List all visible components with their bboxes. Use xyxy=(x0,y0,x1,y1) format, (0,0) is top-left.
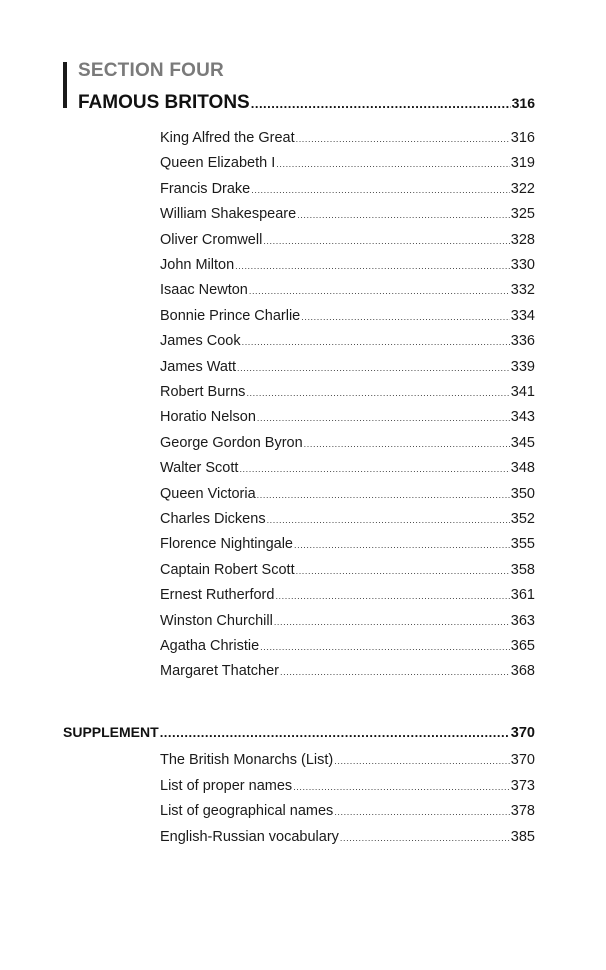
entry-title: Horatio Nelson xyxy=(160,409,256,426)
entry-title: James Cook xyxy=(160,333,241,350)
heading-title: FAMOUS BRITONS xyxy=(78,92,250,113)
toc-entry[interactable] xyxy=(160,803,535,819)
toc-entry[interactable] xyxy=(160,232,535,248)
entry-title: Florence Nightingale xyxy=(160,536,293,553)
section-label: SECTION FOUR xyxy=(78,60,224,81)
leader-dots xyxy=(257,490,510,500)
toc-entry[interactable] xyxy=(160,155,535,171)
entry-title: William Shakespeare xyxy=(160,206,297,223)
entry-title: Winston Churchill xyxy=(160,612,273,629)
entry-title: Francis Drake xyxy=(160,180,251,197)
entry-page: 339 xyxy=(510,358,535,375)
toc-entry[interactable] xyxy=(160,333,535,349)
toc-entry[interactable] xyxy=(160,613,535,629)
leader-dots xyxy=(235,261,510,271)
toc-entry[interactable] xyxy=(160,638,535,654)
toc-heading-famous-britons[interactable] xyxy=(78,92,535,114)
entry-page: 348 xyxy=(510,460,535,477)
toc-entry[interactable] xyxy=(160,587,535,603)
heading-page: 316 xyxy=(511,95,535,111)
entry-title: Oliver Cromwell xyxy=(160,231,263,248)
section-marker-bar xyxy=(63,62,67,108)
leader-dots xyxy=(276,159,510,169)
entry-page: 341 xyxy=(510,384,535,400)
entry-title: Charles Dickens xyxy=(160,511,266,527)
toc-entry[interactable] xyxy=(160,511,535,527)
entry-page: 378 xyxy=(510,803,535,819)
entry-title: English-Russian vocabulary xyxy=(160,828,339,845)
toc-entry[interactable] xyxy=(160,359,535,375)
leader-dots xyxy=(251,96,511,111)
toc-entry[interactable] xyxy=(160,778,535,794)
toc-entry[interactable] xyxy=(160,308,535,324)
toc-entry[interactable] xyxy=(160,384,535,400)
leader-dots xyxy=(274,617,510,627)
entry-title: Ernest Rutherford xyxy=(160,587,275,604)
entry-page: 336 xyxy=(510,333,535,350)
leader-dots xyxy=(263,236,509,246)
entry-page: 325 xyxy=(510,206,535,223)
leader-dots xyxy=(334,807,509,817)
leader-dots xyxy=(275,591,509,601)
leader-dots xyxy=(293,782,510,792)
toc-entry[interactable] xyxy=(160,435,535,451)
leader-dots xyxy=(249,286,510,296)
toc-entry[interactable] xyxy=(160,486,535,502)
entry-title: John Milton xyxy=(160,257,235,273)
toc-entry[interactable] xyxy=(160,130,535,146)
entry-page: 322 xyxy=(510,180,535,197)
leader-dots xyxy=(260,642,510,652)
entry-page: 332 xyxy=(510,282,535,299)
heading-title: SUPPLEMENT xyxy=(63,724,159,740)
leader-dots xyxy=(294,540,510,550)
toc-entry[interactable] xyxy=(160,752,535,768)
entry-title: Margaret Thatcher xyxy=(160,663,280,680)
leader-dots xyxy=(334,756,510,766)
entry-page: 373 xyxy=(510,777,535,794)
leader-dots xyxy=(242,337,510,347)
toc-entry[interactable] xyxy=(160,460,535,476)
entry-title: Isaac Newton xyxy=(160,282,248,299)
entry-page: 365 xyxy=(510,638,535,654)
entry-title: George Gordon Byron xyxy=(160,434,303,451)
toc-entry[interactable] xyxy=(160,562,535,578)
entry-title: List of proper names xyxy=(160,777,293,794)
entry-title: James Watt xyxy=(160,358,237,375)
entry-title: Robert Burns xyxy=(160,384,246,400)
entry-page: 368 xyxy=(510,663,535,680)
toc-heading-supplement[interactable] xyxy=(63,724,535,741)
toc-entry[interactable] xyxy=(160,409,535,425)
toc-entry[interactable] xyxy=(160,206,535,222)
heading-page: 370 xyxy=(510,725,535,741)
leader-dots xyxy=(340,833,510,843)
leader-dots xyxy=(239,464,509,474)
toc-entry[interactable] xyxy=(160,536,535,552)
entry-page: 319 xyxy=(510,155,535,172)
leader-dots xyxy=(267,515,510,525)
entry-title: Walter Scott xyxy=(160,460,239,477)
toc-entry[interactable] xyxy=(160,829,535,845)
entry-page: 345 xyxy=(510,434,535,451)
entry-page: 328 xyxy=(510,231,535,248)
leader-dots xyxy=(237,363,510,373)
entry-page: 363 xyxy=(510,612,535,629)
leader-dots xyxy=(296,134,510,144)
leader-dots xyxy=(280,667,510,677)
leader-dots xyxy=(251,185,510,195)
entry-page: 330 xyxy=(510,257,535,273)
entry-page: 316 xyxy=(510,130,535,146)
leader-dots xyxy=(160,725,510,740)
entry-title: Queen Elizabeth I xyxy=(160,155,276,172)
entry-page: 350 xyxy=(510,485,535,502)
toc-entry[interactable] xyxy=(160,282,535,298)
leader-dots xyxy=(296,566,510,576)
entry-page: 361 xyxy=(510,587,535,604)
leader-dots xyxy=(297,210,510,220)
entry-page: 385 xyxy=(510,828,535,845)
leader-dots xyxy=(301,312,510,322)
entry-title: Bonnie Prince Charlie xyxy=(160,307,301,324)
entry-page: 355 xyxy=(510,536,535,553)
entry-title: King Alfred the Great xyxy=(160,130,295,146)
entry-page: 334 xyxy=(510,307,535,324)
leader-dots xyxy=(257,413,510,423)
toc-entry[interactable] xyxy=(160,181,535,197)
entry-page: 352 xyxy=(510,511,535,527)
toc-entry[interactable] xyxy=(160,663,535,679)
entry-title: Queen Victoria xyxy=(160,485,256,502)
entry-page: 370 xyxy=(510,752,535,768)
toc-entry[interactable] xyxy=(160,257,535,273)
entry-page: 343 xyxy=(510,409,535,426)
leader-dots xyxy=(304,439,510,449)
entry-title: List of geographical names xyxy=(160,803,334,819)
entry-title: Agatha Christie xyxy=(160,638,260,654)
entry-page: 358 xyxy=(510,561,535,578)
leader-dots xyxy=(246,388,509,398)
entry-title: Captain Robert Scott xyxy=(160,561,295,578)
entry-title: The British Monarchs (List) xyxy=(160,752,334,768)
